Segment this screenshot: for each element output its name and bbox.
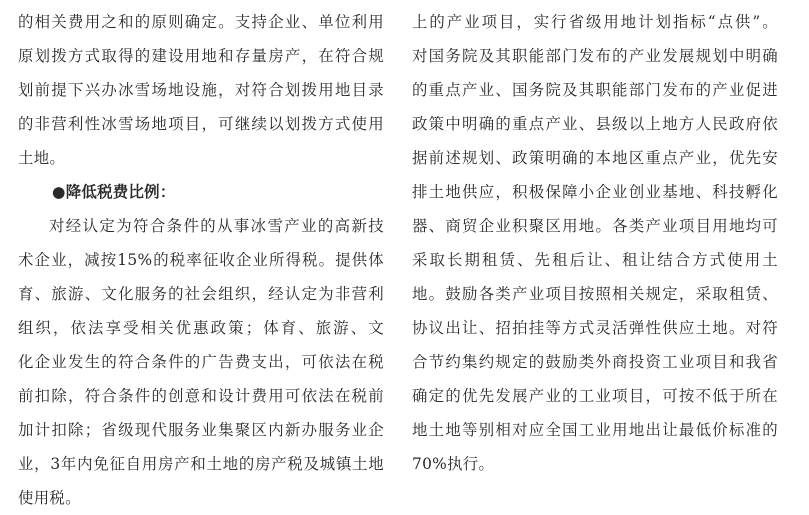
text-line: 原划拨方式取得的建设用地和存量房产，在符合规 (18, 47, 384, 65)
text-line: 划前提下兴办冰雪场地设施，对符合划拨用地目录 (18, 81, 384, 99)
text-line: 的重点产业、国务院及其职能部门发布的产业促进 (412, 81, 778, 99)
text-line: 采取长期租赁、先租后让、租让结合方式使用土 (412, 251, 778, 269)
text-line: 的相关费用之和的原则确定。支持企业、单位利用 (18, 13, 384, 31)
text-line: 70%执行。 (412, 455, 495, 473)
text-line: 器、商贸企业积聚区用地。各类产业项目用地均可 (412, 217, 778, 235)
text-line: 组织，依法享受相关优惠政策；体育、旅游、文 (18, 319, 384, 337)
left-column (18, 5, 384, 515)
text-line: 排土地供应，积极保障小企业创业基地、科技孵化 (412, 183, 778, 201)
text-line: 对经认定为符合条件的从事冰雪产业的高新技 (49, 217, 384, 235)
text-line: 地土地等别相对应全国工业用地出让最低价标准的 (412, 421, 778, 439)
text-line: 加计扣除；省级现代服务业集聚区内新办服务业企 (18, 421, 384, 439)
text-line: 育、旅游、文化服务的社会组织，经认定为非营利 (18, 285, 384, 303)
text-line: 的非营利性冰雪场地项目，可继续以划拨方式使用 (18, 115, 384, 133)
text-line: 合节约集约规定的鼓励类外商投资工业项目和我省 (412, 353, 778, 371)
text-line: 地。鼓励各类产业项目按照相关规定，采取租赁、 (412, 285, 778, 303)
section-heading: ●降低税费比例： (52, 183, 176, 201)
text-line: 使用税。 (18, 489, 81, 507)
text-line: 土地。 (18, 149, 66, 167)
text-line: 上的产业项目，实行省级用地计划指标“点供”。 (412, 13, 778, 31)
text-line: 前扣除，符合条件的创意和设计费用可依法在税前 (18, 387, 384, 405)
text-line: 业，3年内免征自用房产和土地的房产税及城镇土地 (18, 455, 384, 473)
text-line: 对国务院及其职能部门发布的产业发展规划中明确 (412, 47, 778, 65)
right-column (412, 5, 778, 481)
text-line: 协议出让、招拍挂等方式灵活弹性供应土地。对符 (412, 319, 778, 337)
text-line: 术企业，减按15%的税率征收企业所得税。提供体 (18, 251, 384, 269)
text-line: 化企业发生的符合条件的广告费支出，可依法在税 (18, 353, 384, 371)
text-line: 确定的优先发展产业的工业项目，可按不低于所在 (412, 387, 778, 405)
text-line: 政策中明确的重点产业、县级以上地方人民政府依 (412, 115, 778, 133)
text-line: 据前述规划、政策明确的本地区重点产业，优先安 (412, 149, 778, 167)
